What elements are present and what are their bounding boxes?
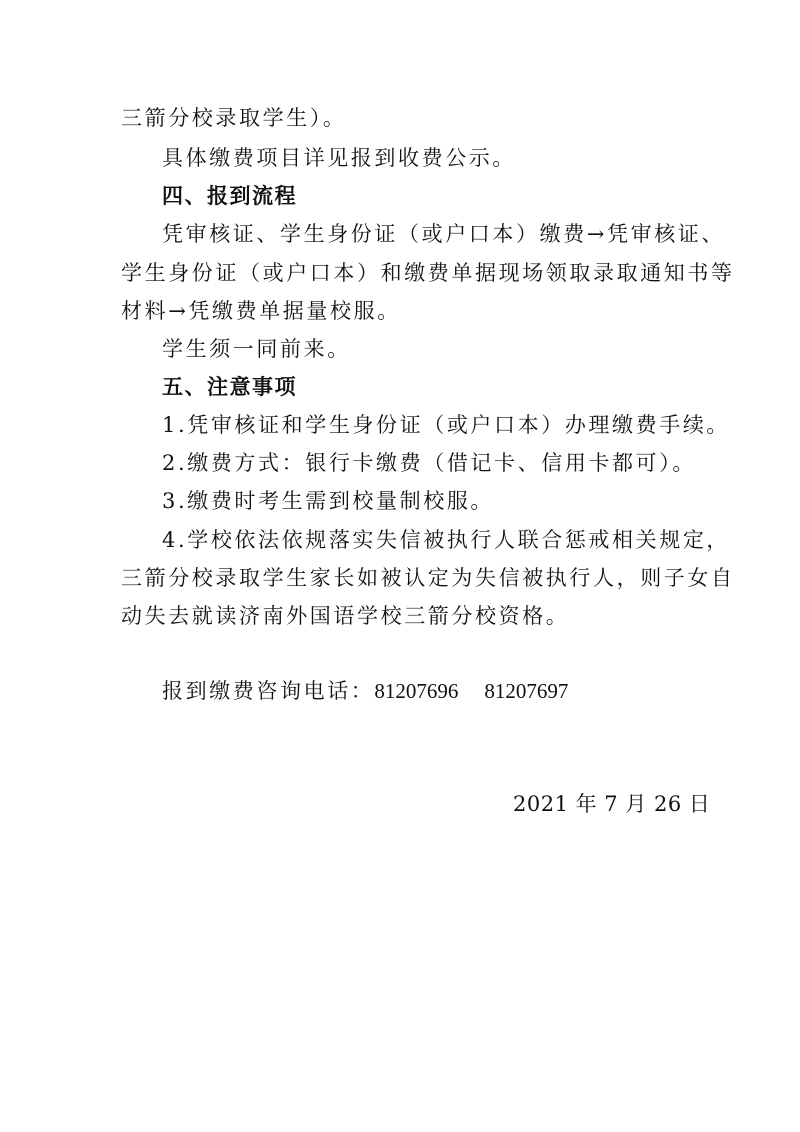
contact-phone-1: 81207696 bbox=[374, 679, 459, 703]
contact-line bbox=[162, 677, 568, 705]
note-item-4-line-3: 动失去就读济南外国语学校三箭分校资格。 bbox=[121, 604, 570, 628]
together-note: 学生须一同前来。 bbox=[162, 337, 351, 361]
contact-phone-2: 81207697 bbox=[484, 679, 569, 703]
note-item-4-line-1: 4.学校依法依规落实失信被执行人联合惩戒相关规定， bbox=[162, 528, 731, 552]
process-line-3: 材料→凭缴费单据量校服。 bbox=[121, 299, 401, 323]
continuation-line: 三箭分校录取学生）。 bbox=[121, 106, 347, 130]
section-heading-registration-process: 四、报到流程 bbox=[162, 184, 297, 208]
process-line-1: 凭审核证、学生身份证（或户口本）缴费→凭审核证、 bbox=[162, 222, 725, 246]
note-item-3: 3.缴费时考生需到校量制校服。 bbox=[162, 489, 495, 513]
section-heading-notes: 五、注意事项 bbox=[162, 375, 297, 399]
note-item-1: 1.凭审核证和学生身份证（或户口本）办理缴费手续。 bbox=[162, 413, 731, 437]
note-item-4-line-2: 三箭分校录取学生家长如被认定为失信被执行人，则子女自 bbox=[121, 566, 735, 590]
contact-label: 报到缴费咨询电话： bbox=[162, 679, 375, 703]
process-line-2: 学生身份证（或户口本）和缴费单据现场领取录取通知书等 bbox=[121, 261, 735, 285]
note-item-2: 2.缴费方式：银行卡缴费（借记卡、信用卡都可）。 bbox=[162, 451, 696, 475]
document-date: 2021 年 7 月 26 日 bbox=[513, 792, 711, 816]
fees-note: 具体缴费项目详见报到收费公示。 bbox=[162, 146, 516, 170]
